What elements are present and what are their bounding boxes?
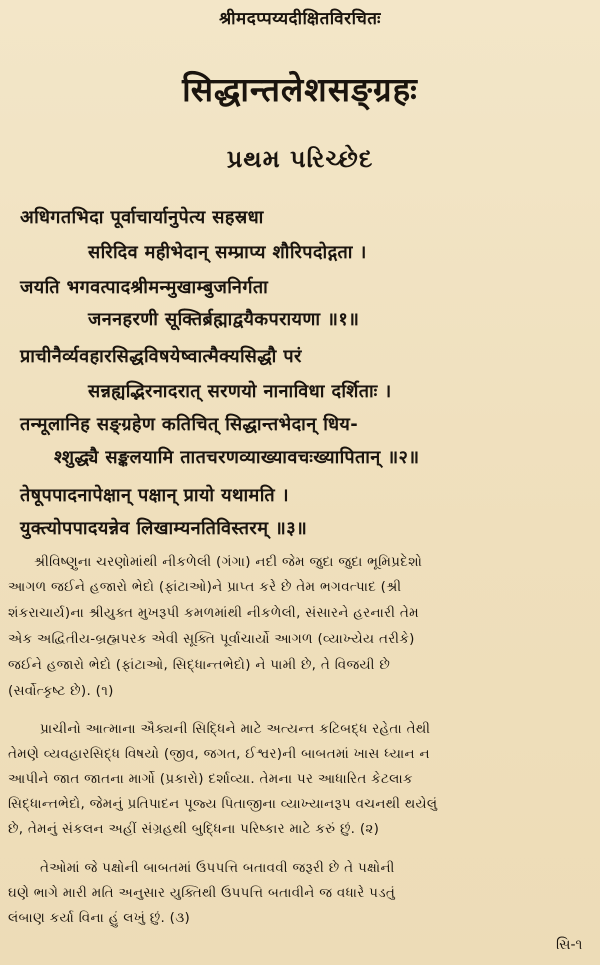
- verse-line: सरिदिव महीभेदान् सम्प्राप्य शौरिपदोद्गता ।: [88, 242, 367, 263]
- translation-line: આગળ જઈને હજારો ભેદો (ફાંટાઓ)ને પ્રાપ્ત કરે છે તેમ ભગવત્પાદ (શ્રી: [8, 579, 402, 595]
- page-signature-mark: સિ-૧: [556, 937, 583, 953]
- translation-line: સિદ્ધાન્તભેદો, જેમનું પ્રતિપાદન પૂજ્ય પિતાજીના વ્યાખ્યાનરૂપ વચનથી થયેલું: [8, 796, 438, 812]
- verse-line: अधिगतभिदा पूर्वाचार्यानुपेत्य सहस्रधा: [20, 207, 264, 228]
- attribution-line: श्रीमदप्पय्यदीक्षितविरचितः: [219, 9, 381, 29]
- verse-line: सन्नह्यद्भिरनादरात् सरणयो नानाविधा दर्शिताः ।: [88, 381, 392, 402]
- translation-line: (સર્વોત્કૃષ્ટ છે). (૧): [8, 683, 114, 699]
- translation-line: લંબાણ કર્યા વિના હું લખું છું. (૩): [8, 910, 191, 926]
- translation-line: જઈને હજારો ભેદો (ફાંટાઓ, સિદ્ધાન્તભેદો) ને પામી છે, તે વિજયી છે: [8, 657, 391, 673]
- translation-line: છે, તેમનું સંકલન અહીં સંગ્રહથી બુદ્ધિના પરિષ્કાર માટે કરું છું. (૨): [8, 821, 380, 837]
- verse-line: तन्मूलानिह सङ्ग्रहेण कतिचित् सिद्धान्तभेदान् धिय-: [20, 414, 359, 435]
- verse-line: श्शुद्ध्यै सङ्कलयामि तातचरणव्याख्यावचःख्यापितान् ॥२॥: [54, 447, 420, 468]
- verse-line: जयति भगवत्पादश्रीमन्मुखाम्बुजनिर्गता: [20, 277, 269, 298]
- translation-line: તેઓમાં જે પક્ષોની બાબતમાં ઉપપત્તિ બતાવવી જરૂરી છે તે પક્ષોની: [40, 860, 395, 876]
- translation-line: તેમણે વ્યવહારસિદ્ધ વિષયો (જીવ, જગત, ઈશ્વર)ની બાબતમાં ખાસ ધ્યાન ન: [8, 746, 430, 762]
- work-title: सिद्धान्तलेशसङ्ग्रहः: [182, 70, 418, 109]
- translation-line: એક અદ્વિતીય-બ્રહ્મપરક એવી સૂક્તિ પૂર્વાચાર્યો આગળ (વ્યાખ્યેય તરીકે): [8, 631, 415, 647]
- chapter-heading: પ્રથમ પરિચ્છેદ: [226, 145, 374, 173]
- translation-line: આપીને જાત જાતના માર્ગો (પ્રકારો) દર્શાવ્યા. તેમના પર આધારિત કેટલાક: [8, 771, 413, 787]
- translation-line: શ્રીવિષ્ણુના ચરણોમાંથી નીકળેલી (ગંગા) નદી જેમ જુદા જુદા ભૂમિપ્રદેશો: [34, 554, 423, 570]
- verse-line: तेषूपपादनापेक्षान् पक्षान् प्रायो यथामति ।: [20, 485, 289, 506]
- verse-line: जननहरणी सूक्तिर्ब्रह्माद्वयैकपरायणा ॥१॥: [88, 309, 360, 330]
- verse-line: युक्त्योपपादयन्नेव लिखाम्यनतिविस्तरम् ॥३॥: [20, 518, 308, 539]
- verse-line: प्राचीनैर्व्यवहारसिद्धविषयेष्वात्मैक्यसिद्धौ परं: [20, 346, 302, 367]
- translation-line: પ્રાચીનો આત્માના ઐક્યની સિદ્ધિને માટે અત્યન્ત કટિબદ્ધ રહેતા તેથી: [40, 721, 431, 737]
- translation-line: શંકરાચાર્ય)ના શ્રીયુક્ત મુખરૂપી કમળમાંથી નીકળેલી, સંસારને હરનારી તેમ: [8, 605, 419, 621]
- translation-line: ઘણે ભાગે મારી મતિ અનુસાર યુક્તિથી ઉપપત્તિ બતાવીને જ વધારે પડતું: [8, 885, 396, 901]
